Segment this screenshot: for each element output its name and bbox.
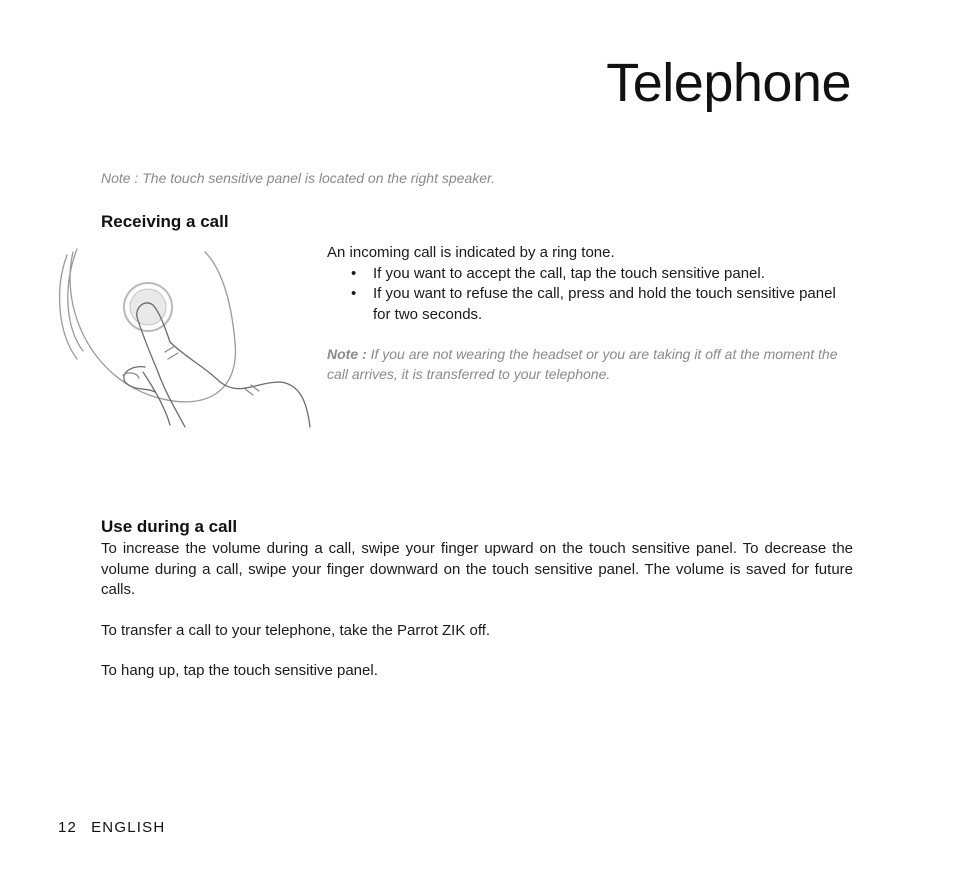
paragraph: To increase the volume during a call, swipe your finger upward on the touch sensitive panel. To decrease the volume during a call, swipe your finger downward on the touch sensitive panel. The volume is saved for future calls.	[101, 540, 853, 598]
touch-ring-inner	[130, 289, 166, 325]
use-during-call-heading: Use during a call	[101, 517, 238, 536]
hand-palm	[170, 342, 310, 427]
receiving-bullet-list	[327, 264, 857, 326]
page-footer	[58, 819, 165, 836]
thumb	[124, 367, 155, 392]
receiving-note	[327, 344, 857, 384]
paragraph: To transfer a call to your telephone, take the Parrot ZIK off.	[101, 621, 491, 639]
receiving-intro: An incoming call is indicated by a ring tone.	[327, 244, 615, 261]
lower-finger	[143, 372, 170, 425]
touch-panel-illustration	[55, 247, 315, 429]
footer-language: ENGLISH	[91, 819, 166, 836]
page-number: 12	[58, 819, 78, 836]
earcup-edge-left-inner	[68, 249, 83, 351]
note-label: Note :	[327, 346, 367, 362]
paragraph: To hang up, tap the touch sensitive panel.	[101, 662, 378, 679]
receiving-instructions	[327, 243, 857, 325]
use-during-call-body	[101, 539, 853, 702]
page-title: Telephone	[606, 53, 851, 113]
receiving-heading: Receiving a call	[101, 212, 229, 231]
list-item: • If you want to accept the call, tap the touch sensitive panel.	[373, 264, 857, 285]
top-note: Note : The touch sensitive panel is located on the right speaker.	[101, 170, 496, 186]
earcup-outline	[70, 252, 235, 402]
thumb-nail	[123, 373, 139, 378]
note-text: If you are not wearing the headset or you are taking it off at the moment the call arrives, it is transferred to your telephone.	[327, 346, 838, 382]
list-item: • If you want to refuse the call, press and hold the touch sensitive panel for two seconds.	[373, 284, 857, 325]
